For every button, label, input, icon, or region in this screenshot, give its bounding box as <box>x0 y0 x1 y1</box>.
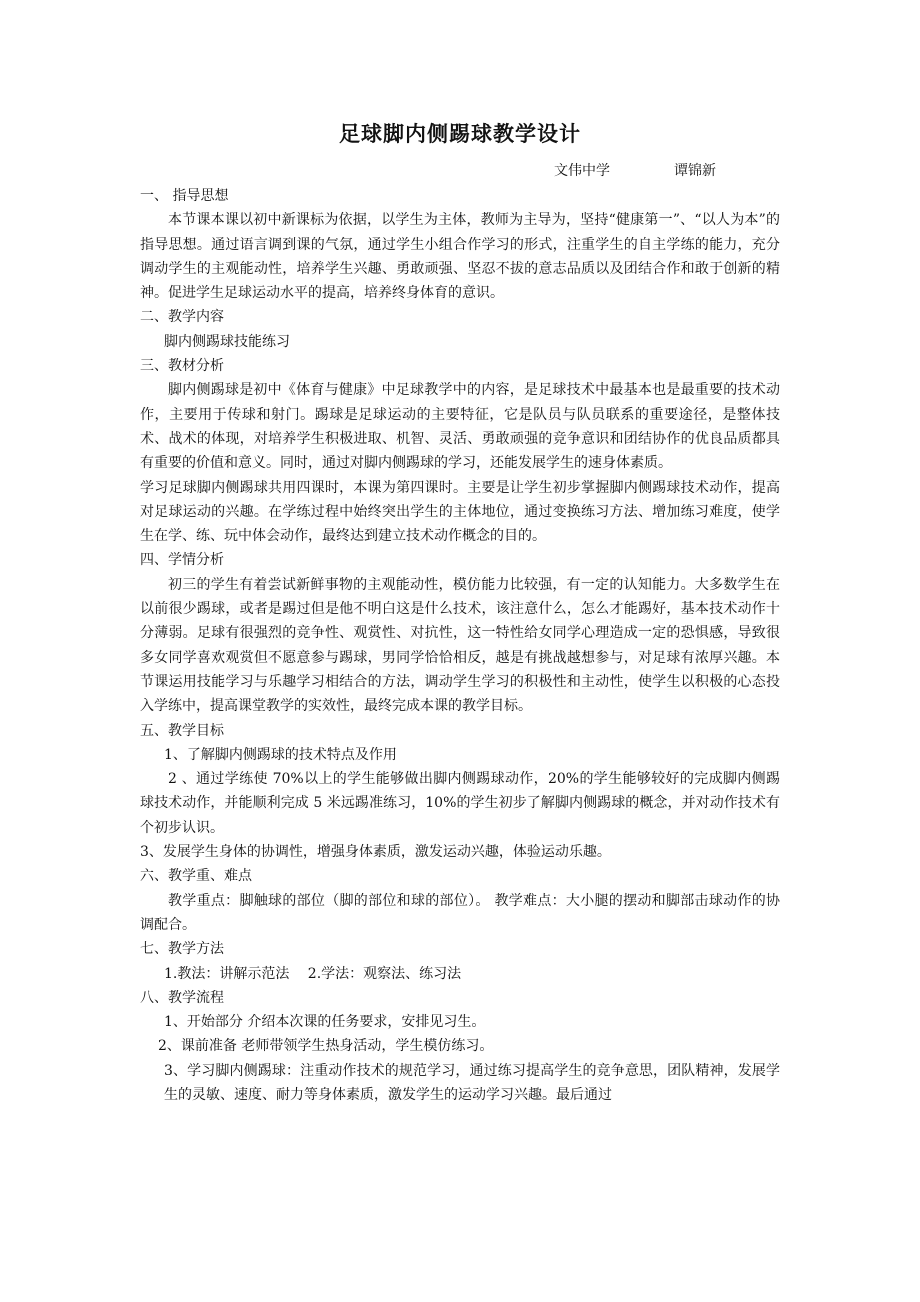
paragraph: 本节课本课以初中新课标为依据，以学生为主体，教师为主导为，坚持“健康第一”、“以人为本”的指导思想。通过语言调到课的气氛，通过学生小组合作学习的形式，注重学生的自主学练的能力，充分调动学生的主观能动性，培养学生兴趣、勇敢顽强、坚忍不拔的意志品质以及团结合作和敢于创新的精神。促进学生足球运动水平的提高，培养终身体育的意识。 <box>140 212 780 302</box>
section-heading: 四、学情分析 <box>140 552 224 569</box>
section-heading: 二、教学内容 <box>140 309 224 326</box>
section-heading: 六、教学重、难点 <box>140 868 252 885</box>
paragraph: 学习足球脚内侧踢球共用四课时，本课为第四课时。主要是让学生初步掌握脚内侧踢球技术动作，提高对足球运动的兴趣。在学练过程中始终突出学生的主体地位，通过变换练习方法、增加练习难度，使学生在学、练、玩中体会动作，最终达到建立技术动作概念的目的。 <box>140 479 780 545</box>
objective-item: 3、发展学生身体的协调性，增强身体素质，激发运动兴趣，体验运动乐趣。 <box>140 844 611 861</box>
author-line <box>554 160 716 180</box>
section-heading: 八、教学流程 <box>140 989 224 1006</box>
document-body <box>140 184 780 1107</box>
paragraph: 教学重点：脚触球的部位（脚的部位和球的部位）。 教学难点：大小腿的摆动和脚部击球动作的协调配合。 <box>140 892 780 933</box>
paragraph: 脚内侧踢球是初中《体育与健康》中足球教学中的内容，是足球技术中最基本也是最重要的技术动作，主要用于传球和射门。踢球是足球运动的主要特征，它是队员与队员联系的重要途径，是整体技术、战术的体现，对培养学生积极进取、机智、灵活、勇敢顽强的竞争意识和团结协作的优良品质都具有重要的价值和意义。同时，通过对脚内侧踢球的学习，还能发展学生的速身体素质。 <box>140 382 780 472</box>
teacher-name: 谭锦新 <box>674 163 716 179</box>
section-heading: 五、教学目标 <box>140 722 224 739</box>
objective-item: 2 、通过学练使 70%以上的学生能够做出脚内侧踢球动作，20%的学生能够较好的完成脚内侧踢球技术动作，并能顺利完成 5 米远踢准练习，10%的学生初步了解脚内侧踢球的概念，并对动作技术有个初步认识。 <box>140 771 780 836</box>
school-name: 文伟中学 <box>554 163 610 179</box>
section-heading: 七、教学方法 <box>140 941 224 958</box>
flow-item: 1、开始部分 介绍本次课的任务要求，安排见习生。 <box>164 1014 486 1031</box>
document-title: 足球脚内侧踢球教学设计 <box>339 122 581 146</box>
flow-item: 2、课前准备 老师带领学生热身活动，学生模仿练习。 <box>158 1038 494 1055</box>
paragraph: 脚内侧踢球技能练习 <box>164 333 290 350</box>
paragraph: 初三的学生有着尝试新鲜事物的主观能动性，模仿能力比较强，有一定的认知能力。大多数学生在以前很少踢球，或者是踢过但是他不明白这是什么技术，该注意什么，怎么才能踢好，基本技术动作十分薄弱。足球有很强烈的竞争性、观赏性、对抗性，这一特性给女同学心理造成一定的恐惧感，导致很多女同学喜欢观赏但不愿意参与踢球，男同学恰恰相反，越是有挑战越想参与，对足球有浓厚兴趣。本节课运用技能学习与乐趣学习相结合的方法，调动学生学习的积极性和主动性，使学生以积极的心态投入学练中，提高课堂教学的实效性，最终完成本课的教学目标。 <box>140 576 780 715</box>
section-heading: 一、 指导思想 <box>140 188 229 204</box>
flow-item: 3、学习脚内侧踢球：注重动作技术的规范学习，通过练习提高学生的竞争意思，团队精神，发展学生的灵敏、速度、耐力等身体素质，激发学生的运动学习兴趣。最后通过 <box>164 1062 780 1103</box>
objective-item: 1、了解脚内侧踢球的技术特点及作用 <box>164 746 397 763</box>
section-heading: 三、教材分析 <box>140 358 224 375</box>
paragraph: 1.教法：讲解示范法 2.学法：观察法、练习法 <box>164 965 462 982</box>
